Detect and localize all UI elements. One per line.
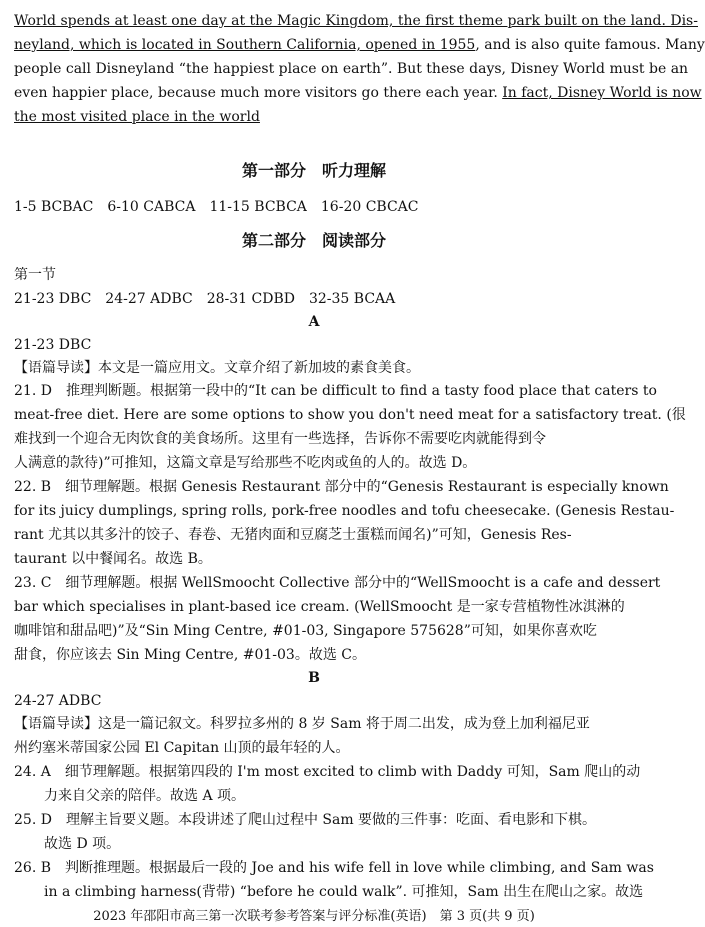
question-25-line: 25. D 理解主旨要义题。本段讲述了爬山过程中 Sam 要做的三件事：吃面、看电影和下棋。 [14, 812, 597, 828]
plain-text: , and is also quite famous. Many [475, 37, 705, 53]
question-24-line: 力来自父亲的陪伴。故选 A 项。 [44, 788, 246, 804]
part1-answers: 1-5 BCBAC 6-10 CABCA 11-15 BCBCA 16-20 CBCAC [14, 199, 419, 215]
part2-title: 第二部分 阅读部分 [241, 231, 386, 250]
underlined-text: neyland, which is located in Southern California, opened in 1955 [14, 37, 476, 53]
page-footer: 2023 年邵阳市高三第一次联考参考答案与评分标准(英语) 第 3 页(共 9 页) [93, 909, 535, 924]
question-26-line: 26. B 判断推理题。根据最后一段的 Joe and his wife fell in love while climbing, and Sam was [14, 860, 654, 876]
passage-line: people call Disneyland “the happiest place on earth”. But these days, Disney World must be an [14, 61, 689, 77]
question-23-line: 23. C 细节理解题。根据 WellSmoocht Collective 部分中的“WellSmoocht is a cafe and dessert [14, 575, 661, 591]
question-21-line: 难找到一个迎合无肉饮食的美食场所。这里有一些选择，告诉你不需要吃肉就能得到令 [14, 431, 546, 447]
passage-guide: 【语篇导读】本文是一篇应用文。文章介绍了新加坡的素食美食。 [14, 360, 420, 376]
part2-answers: 21-23 DBC 24-27 ADBC 28-31 CDBD 32-35 BCAA [14, 291, 396, 307]
answer-range: 21-23 DBC [14, 337, 92, 353]
question-22-line: for its juicy dumplings, spring rolls, pork-free noodles and tofu cheesecake. (Genesis Restau- [14, 503, 675, 519]
plain-text: even happier place, because much more visitors go there each year. [14, 85, 503, 101]
passage-b-heading: B [308, 670, 320, 686]
passage-a-heading: A [308, 314, 320, 330]
section-label: 第一节 [14, 267, 56, 283]
question-23-line: 甜食，你应该去 Sin Ming Centre, #01-03。故选 C。 [14, 647, 366, 663]
question-21-line: 21. D 推理判断题。根据第一段中的“It can be difficult to find a tasty food place that caters to [14, 383, 657, 399]
passage-line [14, 36, 705, 54]
passage-line: World spends at least one day at the Magic Kingdom, the first theme park built on the land. Dis- [14, 13, 698, 29]
question-22-line: taurant 以中餐闻名。故选 B。 [14, 551, 212, 567]
question-24-line: 24. A 细节理解题。根据第四段的 I'm most excited to climb with Daddy 可知，Sam 爬山的动 [14, 764, 641, 780]
question-25-line: 故选 D 项。 [44, 836, 121, 852]
question-23-line: bar which specialises in plant-based ice cream. (WellSmoocht 是一家专营植物性冰淇淋的 [14, 599, 625, 615]
question-26-line: in a climbing harness(背带) “before he could walk”. 可推知，Sam 出生在爬山之家。故选 [44, 884, 644, 900]
passage-guide: 【语篇导读】这是一篇记叙文。科罗拉多州的 8 岁 Sam 将于周二出发，成为登上加利福尼亚 [14, 716, 590, 732]
question-23-line: 咖啡馆和甜品吧)”及“Sin Ming Centre, #01-03, Singapore 575628”可知，如果你喜欢吃 [14, 623, 597, 639]
passage-line: the most visited place in the world [14, 109, 260, 125]
passage-line [14, 84, 702, 102]
question-21-line: meat-free diet. Here are some options to show you don't need meat for a satisfactory treat. (很 [14, 407, 686, 423]
part1-title: 第一部分 听力理解 [241, 161, 386, 180]
answer-range: 24-27 ADBC [14, 693, 102, 709]
underlined-text: In fact, Disney World is now [502, 85, 702, 101]
question-22-line: rant 尤其以其多汁的饺子、春卷、无猪肉面和豆腐芝士蛋糕而闻名)”可知，Genesis Res- [14, 527, 572, 543]
passage-guide: 州约塞米蒂国家公园 El Capitan 山顶的最年轻的人。 [14, 740, 350, 756]
question-22-line: 22. B 细节理解题。根据 Genesis Restaurant 部分中的“Genesis Restaurant is especially known [14, 479, 669, 495]
question-21-line: 人满意的款待)”可推知，这篇文章是写给那些不吃肉或鱼的人的。故选 D。 [14, 455, 477, 471]
